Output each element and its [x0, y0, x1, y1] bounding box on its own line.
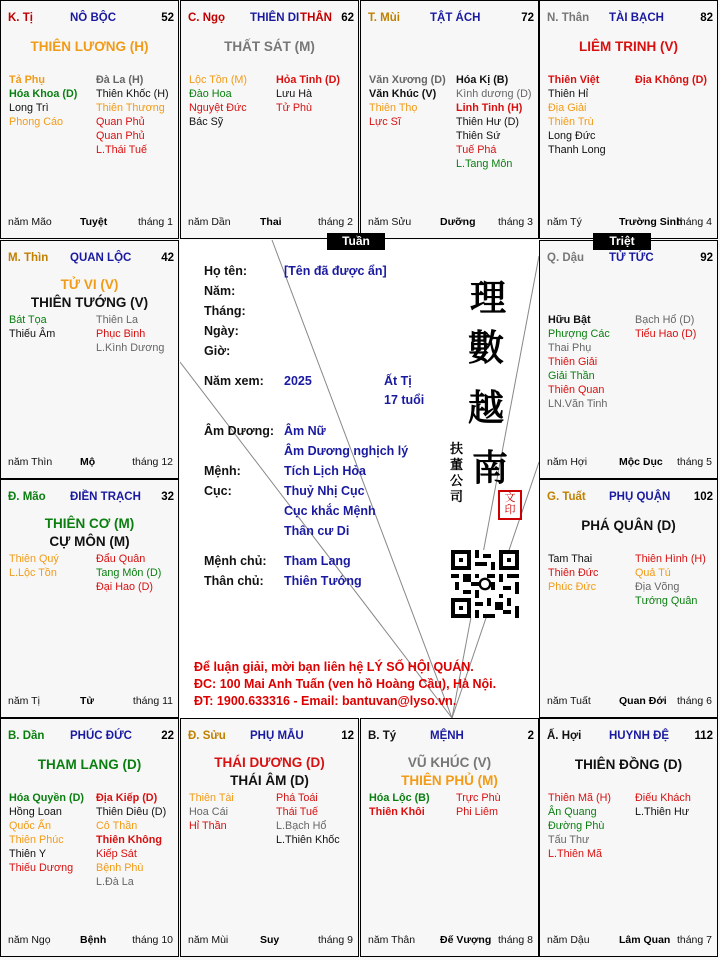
minor-star: L.Lộc Tồn — [9, 567, 57, 579]
palace-month: tháng 12 — [132, 456, 173, 468]
minor-star: Thiên Hình (H) — [635, 553, 706, 565]
palace-year: năm Thìn — [8, 456, 53, 468]
minor-star: Phá Toái — [276, 792, 318, 804]
palace-footer — [547, 456, 712, 470]
minor-star: Lộc Tồn (M) — [189, 74, 248, 86]
minor-star: Thiên Thương — [96, 102, 165, 114]
palace-footer — [188, 216, 353, 230]
minor-star: Hóa Lộc (B) — [369, 792, 430, 804]
minor-star: Thiên Y — [9, 848, 47, 860]
minor-star: Địa Không (D) — [635, 74, 707, 86]
minor-star: LN.Văn Tinh — [548, 398, 608, 410]
am-duong-note: Âm Dương nghịch lý — [284, 444, 409, 458]
palace-age: 12 — [341, 730, 354, 742]
minor-star: Thiên Mã (H) — [548, 792, 611, 804]
palace-cell-than[interactable] — [539, 0, 718, 239]
main-star: THÁI DƯƠNG (D) — [214, 755, 325, 770]
palace-name: PHÚC ĐỨC — [70, 730, 132, 742]
palace-footer — [547, 934, 712, 948]
than-chu-value: Thiên Tướng — [284, 574, 362, 588]
right-minor-stars — [96, 73, 178, 157]
palace-age: 42 — [161, 252, 174, 264]
minor-star: L.Thái Tuế — [96, 144, 148, 156]
minor-star: Thiên Đức — [548, 567, 599, 579]
main-star: LIÊM TRINH (V) — [579, 39, 678, 54]
main-star: TỬ VI (V) — [60, 277, 119, 292]
palace-name: TÀI BẠCH — [609, 12, 664, 24]
right-minor-stars — [635, 791, 717, 819]
main-star: PHÁ QUÂN (D) — [581, 518, 676, 533]
menh-chu-label: Mệnh chủ: — [204, 554, 267, 568]
view-year-canchi: Ất Tị — [384, 374, 412, 388]
minor-star: Tử Phù — [276, 102, 313, 114]
minor-star: Tả Phụ — [9, 74, 45, 86]
minor-star: Hồng Loan — [9, 806, 62, 818]
day-label: Ngày: — [204, 324, 239, 338]
palace-age: 32 — [161, 491, 174, 503]
palace-age: 112 — [694, 730, 713, 742]
minor-star: Thiên Khôi — [369, 806, 425, 818]
main-stars — [361, 755, 538, 791]
minor-star: Linh Tinh (H) — [456, 102, 523, 114]
brand-char-3: 越 — [468, 387, 505, 429]
truong-sinh-stage: Trường Sinh — [619, 216, 683, 228]
main-stars — [1, 516, 178, 552]
palace-age: 22 — [161, 730, 174, 742]
palace-cell-dau[interactable] — [539, 240, 718, 479]
truong-sinh-stage: Bệnh — [80, 934, 107, 946]
minor-star: Long Trì — [9, 102, 49, 114]
palace-year: năm Mão — [8, 216, 52, 228]
palace-age: 52 — [161, 12, 174, 24]
main-star: CỰ MÔN (M) — [49, 534, 130, 549]
main-stars — [1, 277, 178, 313]
minor-star: Đường Phù — [548, 820, 605, 832]
minor-star: Quốc Ấn — [9, 820, 52, 832]
right-minor-stars — [276, 791, 358, 847]
menh-label: Mệnh: — [204, 464, 241, 478]
menh-chu-value: Tham Lang — [284, 554, 351, 568]
brand-side-text: 扶 董 公 司 — [450, 442, 464, 505]
minor-star: Thiên Trù — [548, 116, 594, 128]
palace-footer — [188, 934, 353, 948]
main-star: THIÊN LƯƠNG (H) — [30, 39, 149, 54]
palace-footer — [368, 934, 533, 948]
minor-star: L.Tang Môn — [456, 158, 513, 170]
right-minor-stars — [96, 313, 178, 355]
minor-star: Hóa Quyền (D) — [9, 792, 84, 804]
minor-star: Thái Tuế — [276, 806, 319, 818]
left-minor-stars — [369, 73, 451, 129]
truong-sinh-stage: Dưỡng — [440, 216, 476, 228]
minor-star: Kình dương (D) — [456, 88, 532, 100]
palace-header — [8, 730, 174, 744]
palace-branch: B. Dần — [8, 730, 45, 742]
palace-cell-ngo[interactable] — [180, 0, 359, 239]
minor-star: Trực Phù — [456, 792, 501, 804]
minor-star: Tấu Thư — [548, 834, 590, 846]
minor-star: Thai Phụ — [548, 342, 592, 354]
minor-star: Thiên Quan — [548, 384, 605, 396]
palace-name: TẬT ÁCH — [430, 12, 481, 24]
palace-cell-tuat[interactable] — [539, 479, 718, 718]
minor-star: Long Đức — [548, 130, 596, 142]
cuc-label: Cục: — [204, 484, 232, 498]
palace-cell-mui[interactable] — [360, 0, 539, 239]
palace-name: PHỤ MẪU — [250, 730, 304, 742]
minor-star: Tướng Quân — [635, 595, 698, 607]
palace-cell-dan[interactable] — [0, 718, 179, 957]
qr-code[interactable] — [451, 550, 519, 618]
palace-header — [368, 730, 534, 744]
main-star: THÁI ÂM (D) — [230, 773, 309, 788]
minor-star: Thiên Sứ — [456, 130, 501, 142]
minor-star: Thiên Diêu (D) — [96, 806, 167, 818]
truong-sinh-stage: Tử — [80, 695, 95, 707]
am-duong-value: Âm Nữ — [284, 424, 326, 438]
minor-star: Thiên Hỉ — [548, 88, 589, 100]
minor-star: Bạch Hổ (D) — [635, 314, 695, 326]
contact-line-3[interactable]: ĐT: 1900.633316 - Email: bantuvan@lyso.vn. — [194, 694, 457, 708]
minor-star: Văn Xương (D) — [369, 74, 446, 86]
palace-header — [188, 730, 354, 744]
palace-footer — [8, 456, 173, 470]
palace-name: QUAN LỘC — [70, 252, 132, 264]
palace-age: 72 — [521, 12, 534, 24]
left-minor-stars — [9, 552, 91, 580]
palace-branch: G. Tuất — [547, 491, 586, 503]
cuc-value: Thuỷ Nhị Cục — [284, 484, 365, 498]
right-minor-stars — [276, 73, 358, 115]
palace-age: 92 — [700, 252, 713, 264]
palace-header — [188, 12, 354, 26]
menh-value: Tích Lịch Hỏa — [284, 464, 366, 478]
minor-star: L.Kình Dương — [96, 342, 165, 354]
minor-star: Địa Võng — [635, 581, 680, 593]
palace-cell-tys[interactable] — [360, 718, 539, 957]
hour-label: Giờ: — [204, 344, 231, 358]
minor-star: Văn Khúc (V) — [369, 88, 437, 100]
palace-month: tháng 2 — [317, 216, 353, 228]
minor-star: Thiên Không — [96, 834, 162, 846]
palace-branch: Ấ. Hợi — [547, 730, 582, 742]
left-minor-stars — [9, 313, 91, 341]
palace-name: PHỤ QUẬN — [609, 491, 671, 503]
palace-footer — [547, 216, 712, 230]
minor-star: Tang Môn (D) — [96, 567, 162, 579]
minor-star: Thiên Thọ — [369, 102, 418, 114]
minor-star: Phượng Các — [548, 328, 610, 340]
main-stars — [181, 39, 358, 57]
main-star: THIÊN TƯỚNG (V) — [30, 295, 149, 310]
palace-cell-suu[interactable] — [180, 718, 359, 957]
minor-star: Tam Thai — [548, 553, 593, 565]
minor-star: Thiên La — [96, 314, 139, 326]
minor-star: Hóa Khoa (D) — [9, 88, 78, 100]
palace-footer — [8, 934, 173, 948]
palace-month: tháng 9 — [317, 934, 353, 946]
main-stars — [1, 39, 178, 57]
palace-month: tháng 7 — [676, 934, 712, 946]
palace-branch: Đ. Sửu — [188, 730, 226, 742]
palace-month: tháng 10 — [132, 934, 173, 946]
minor-star: Quả Tú — [635, 567, 671, 579]
palace-header — [8, 491, 174, 505]
minor-star: L.Thiên Mã — [548, 848, 603, 860]
left-minor-stars — [189, 73, 271, 129]
main-star: THIÊN CƠ (M) — [44, 516, 135, 531]
brand-char-2: 數 — [468, 327, 505, 369]
minor-star: Quan Phủ — [96, 130, 145, 142]
minor-star: Lưu Hà — [276, 88, 313, 100]
age-value: 17 tuổi — [384, 393, 425, 407]
palace-header — [547, 730, 713, 744]
palace-header — [8, 252, 174, 266]
minor-star: Thiên Khốc (H) — [96, 88, 169, 100]
main-stars — [540, 757, 717, 775]
palace-header — [547, 252, 713, 266]
main-stars — [181, 755, 358, 791]
right-minor-stars — [635, 73, 717, 87]
right-minor-stars — [635, 552, 717, 608]
right-minor-stars — [635, 313, 717, 341]
left-minor-stars — [9, 73, 91, 129]
palace-name: MỆNH — [430, 730, 464, 742]
palace-year: năm Sửu — [368, 216, 412, 228]
minor-star: Đại Hao (D) — [96, 581, 153, 593]
minor-star: Phục Binh — [96, 328, 146, 340]
minor-star: Phúc Đức — [548, 581, 597, 593]
palace-year: năm Mùi — [188, 934, 229, 946]
palace-footer — [547, 695, 712, 709]
main-star: THIÊN ĐỒNG (D) — [574, 757, 683, 772]
palace-age: 2 — [527, 730, 534, 742]
minor-star: Thiên Phúc — [9, 834, 64, 846]
palace-year: năm Thân — [368, 934, 416, 946]
palace-branch: B. Tý — [368, 730, 397, 742]
palace-name: NÔ BỘC — [70, 12, 116, 24]
palace-branch: Đ. Mão — [8, 491, 46, 503]
minor-star: L.Đà La — [96, 876, 134, 888]
minor-star: Thiên Việt — [548, 74, 600, 86]
palace-footer — [8, 695, 173, 709]
palace-branch: K. Tị — [8, 12, 33, 24]
palace-branch: Q. Dậu — [547, 252, 585, 264]
minor-star: Kiếp Sát — [96, 848, 137, 860]
minor-star: Điếu Khách — [635, 792, 691, 804]
minor-star: Địa Kiếp (D) — [96, 792, 158, 804]
palace-year: năm Hợi — [547, 456, 588, 468]
palace-month: tháng 3 — [497, 216, 533, 228]
minor-star: Hỏa Tinh (D) — [276, 74, 340, 86]
truong-sinh-stage: Thai — [260, 216, 282, 228]
palace-month: tháng 1 — [137, 216, 173, 228]
left-minor-stars — [369, 791, 451, 819]
palace-header — [547, 12, 713, 26]
palace-month: tháng 5 — [676, 456, 712, 468]
name-value: [Tên đã được ẩn] — [284, 264, 387, 278]
minor-star: Phong Cáo — [9, 116, 64, 128]
truong-sinh-stage: Lâm Quan — [619, 934, 671, 946]
view-year-value: 2025 — [284, 374, 312, 388]
palace-month: tháng 8 — [497, 934, 533, 946]
palace-footer — [8, 216, 173, 230]
palace-name: THIÊN DI — [250, 12, 300, 24]
minor-star: Nguyệt Đức — [189, 102, 247, 114]
triet-marker: Triệt — [593, 233, 651, 250]
minor-star: Cô Thần — [96, 820, 138, 832]
palace-cell-ty[interactable] — [0, 0, 179, 239]
contact-line-1: Để luận giải, mời bạn liên hệ LÝ SỐ HỘI QUÁN. — [194, 660, 474, 674]
minor-star: Ân Quang — [548, 806, 597, 818]
minor-star: Lực Sĩ — [369, 116, 401, 128]
center-info-panel — [180, 240, 539, 718]
truong-sinh-stage: Mộ — [80, 456, 96, 468]
palace-branch: M. Thìn — [8, 252, 49, 264]
truong-sinh-stage: Suy — [260, 934, 280, 946]
minor-star: Địa Giải — [548, 102, 587, 114]
palace-name: TỬ TỨC — [609, 252, 654, 264]
palace-month: tháng 4 — [676, 216, 712, 228]
left-minor-stars — [548, 791, 630, 861]
minor-star: Bác Sỹ — [189, 116, 224, 128]
palace-header — [8, 12, 174, 26]
palace-year: năm Tị — [8, 695, 40, 707]
truong-sinh-stage: Mộc Dục — [619, 456, 663, 468]
left-minor-stars — [548, 73, 630, 157]
minor-star: Hoa Cái — [189, 806, 229, 818]
palace-header — [547, 491, 713, 505]
minor-star: Bát Tọa — [9, 314, 47, 326]
main-star: THIÊN PHỦ (M) — [401, 773, 498, 788]
than-chu-label: Thân chủ: — [204, 574, 264, 588]
palace-footer — [368, 216, 533, 230]
red-seal-stamp: 文印 — [498, 490, 522, 520]
name-label: Họ tên: — [204, 264, 248, 278]
truong-sinh-stage: Quan Đới — [619, 695, 667, 707]
right-minor-stars — [456, 791, 538, 819]
minor-star: Thanh Long — [548, 144, 606, 156]
main-stars — [540, 518, 717, 536]
left-minor-stars — [9, 791, 91, 875]
main-star: VŨ KHÚC (V) — [407, 755, 492, 770]
truong-sinh-stage: Tuyệt — [80, 216, 108, 228]
minor-star: Hóa Kị (B) — [456, 74, 509, 86]
minor-star: Hữu Bật — [548, 314, 591, 326]
right-minor-stars — [96, 791, 178, 889]
palace-year: năm Tý — [547, 216, 582, 228]
than-marker: THÂN — [300, 12, 332, 24]
palace-branch: C. Ngọ — [188, 12, 226, 24]
palace-age: 102 — [693, 491, 713, 503]
palace-age: 82 — [700, 12, 713, 24]
minor-star: Thiếu Dương — [9, 862, 74, 874]
minor-star: Hỉ Thần — [189, 820, 227, 832]
palace-cell-mao[interactable] — [0, 479, 179, 718]
minor-star: L.Bạch Hổ — [276, 820, 327, 832]
palace-header — [368, 12, 534, 26]
cuc-note-1: Cục khắc Mệnh — [284, 504, 376, 518]
minor-star: Quan Phủ — [96, 116, 145, 128]
minor-star: Thiên Tài — [189, 792, 234, 804]
palace-year: năm Dậu — [547, 934, 590, 946]
year-label: Năm: — [204, 284, 236, 298]
minor-star: Thiên Hư (D) — [456, 116, 520, 128]
palace-age: 62 — [341, 12, 354, 24]
minor-star: Thiên Quý — [9, 553, 59, 565]
palace-name: ĐIỀN TRẠCH — [70, 491, 141, 503]
minor-star: L.Thiên Hư — [635, 806, 690, 818]
minor-star: Đà La (H) — [96, 74, 144, 86]
minor-star: Tiểu Hao (D) — [635, 328, 697, 340]
palace-cell-thin[interactable] — [0, 240, 179, 479]
minor-star: Thiếu Âm — [9, 328, 56, 340]
contact-line-2: ĐC: 100 Mai Anh Tuấn (ven hồ Hoàng Cầu), Hà Nội. — [194, 677, 497, 691]
palace-year: năm Dần — [188, 216, 231, 228]
main-star: THẤT SÁT (M) — [224, 39, 315, 54]
cuc-note-2: Thân cư Di — [284, 524, 350, 538]
minor-star: Giải Thần — [548, 370, 595, 382]
right-minor-stars — [456, 73, 538, 171]
brand-char-4: 南 — [472, 447, 509, 489]
palace-branch: N. Thân — [547, 12, 590, 24]
palace-month: tháng 11 — [132, 695, 173, 707]
minor-star: Tuế Phá — [456, 144, 497, 156]
am-duong-label: Âm Dương: — [204, 424, 275, 438]
left-minor-stars — [548, 552, 630, 594]
main-stars — [1, 757, 178, 775]
minor-star: Thiên Giải — [548, 356, 598, 368]
left-minor-stars — [548, 313, 630, 411]
view-year-label: Năm xem: — [204, 374, 264, 388]
palace-year: năm Tuất — [547, 695, 591, 707]
palace-name: HUYNH ĐỆ — [609, 730, 670, 742]
minor-star: Đào Hoa — [189, 88, 232, 100]
minor-star: L.Thiên Khốc — [276, 834, 340, 846]
month-label: Tháng: — [204, 304, 246, 318]
main-stars — [540, 39, 717, 57]
tuan-marker: Tuần — [327, 233, 385, 250]
main-star: THAM LANG (D) — [37, 757, 142, 772]
palace-branch: T. Mùi — [368, 12, 400, 24]
palace-month: tháng 6 — [676, 695, 712, 707]
left-minor-stars — [189, 791, 271, 833]
brand-char-1: 理 — [470, 277, 507, 319]
right-minor-stars — [96, 552, 178, 594]
minor-star: Bệnh Phù — [96, 862, 144, 874]
minor-star: Phi Liêm — [456, 806, 499, 818]
palace-cell-hoi[interactable] — [539, 718, 718, 957]
truong-sinh-stage: Đế Vượng — [440, 934, 492, 946]
palace-year: năm Ngọ — [8, 934, 51, 946]
minor-star: Đẩu Quân — [96, 553, 146, 565]
